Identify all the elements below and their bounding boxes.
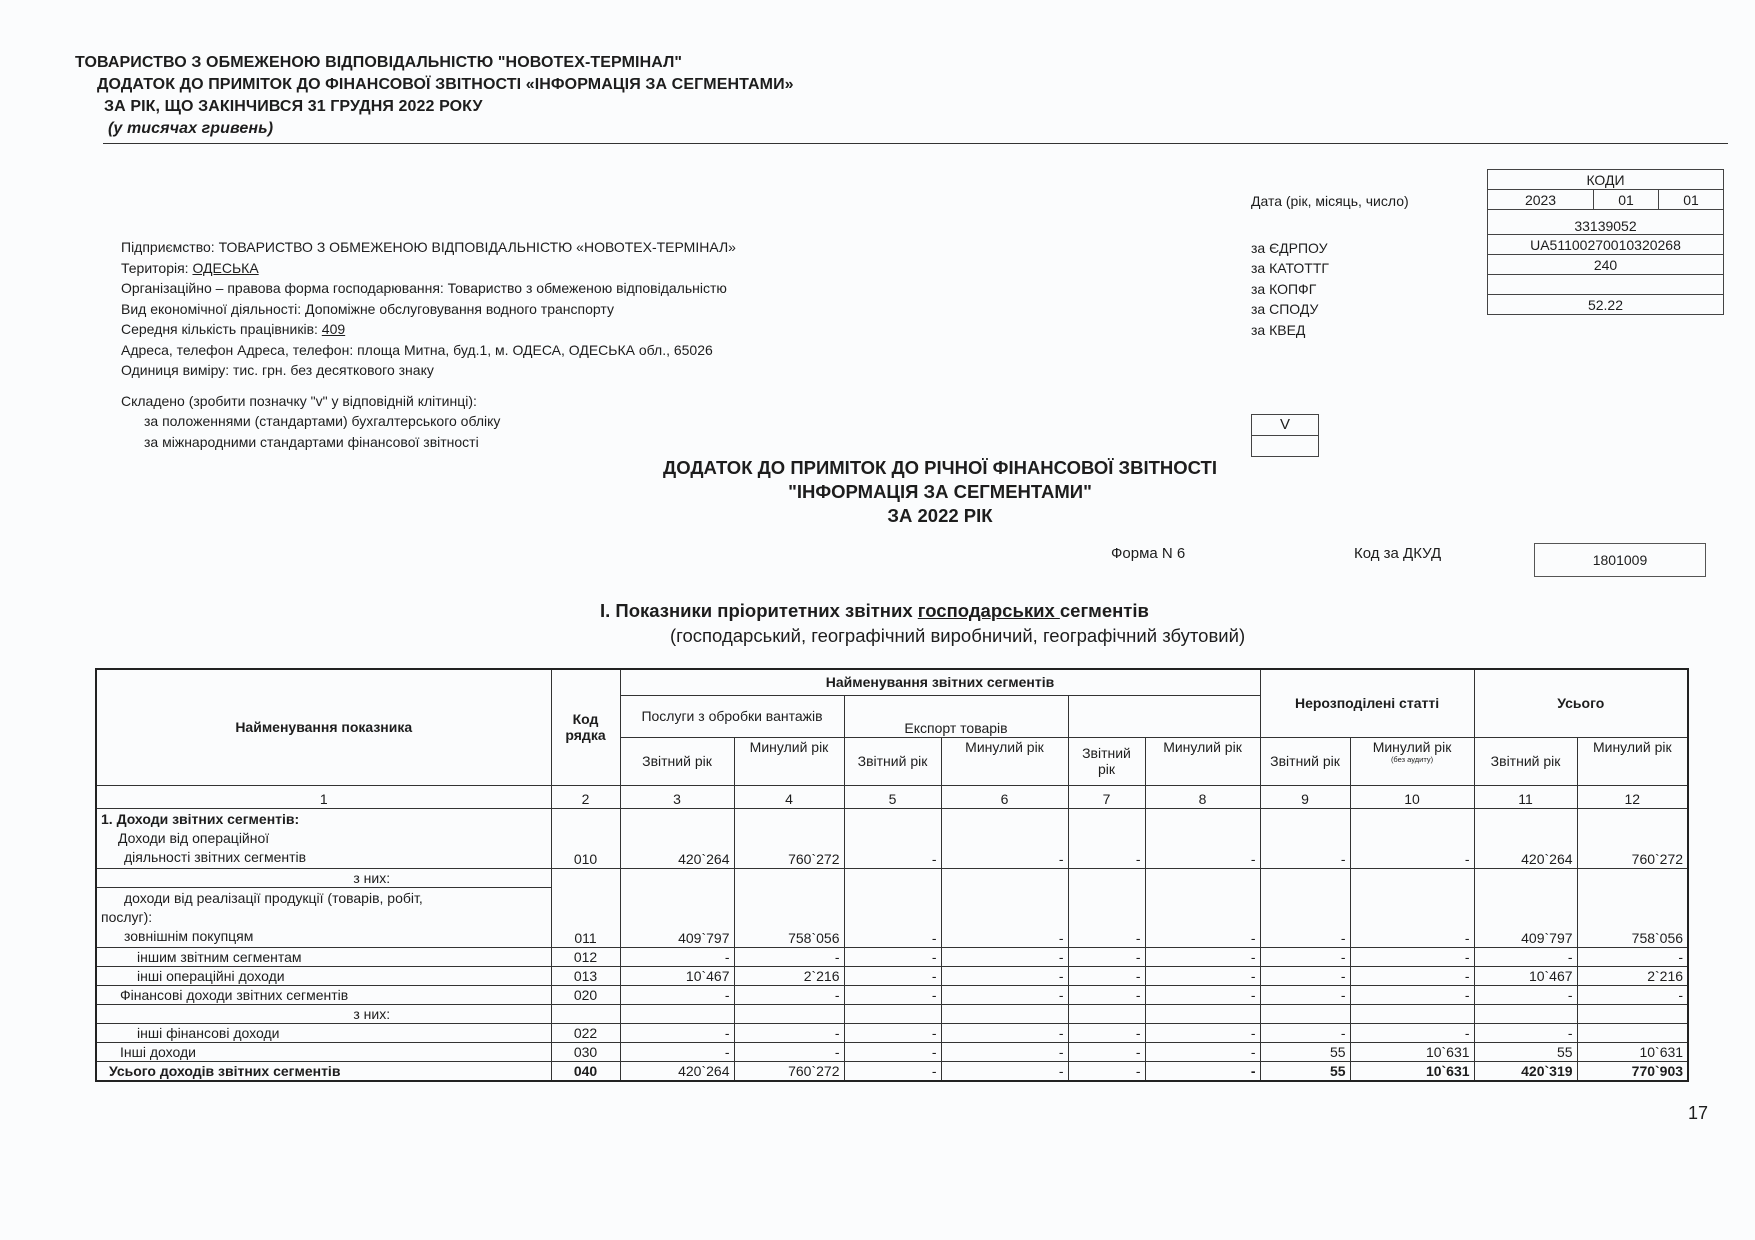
row-label-op-line2: діяльності звітних сегментів bbox=[124, 848, 307, 865]
company-heading: ТОВАРИСТВО З ОБМЕЖЕНОЮ ВІДПОВІДАЛЬНІСТЮ "НОВОТЕХ-ТЕРМІНАЛ" bbox=[75, 54, 683, 71]
cell-value: 758`056 bbox=[734, 868, 844, 947]
date-year: 2023 bbox=[1488, 190, 1594, 210]
cell-value: - bbox=[1474, 947, 1577, 966]
empty-cell bbox=[1145, 1004, 1260, 1023]
cell-value: 10`631 bbox=[1350, 1042, 1474, 1061]
cell-value: 760`272 bbox=[1577, 808, 1688, 868]
cell-value: - bbox=[1350, 868, 1474, 947]
row-code: 022 bbox=[551, 1023, 620, 1042]
main-title-line2: "ІНФОРМАЦІЯ ЗА СЕГМЕНТАМИ" bbox=[788, 481, 1092, 502]
header-previous-year-noaudit bbox=[1350, 737, 1474, 785]
cell-value: - bbox=[1350, 966, 1474, 985]
cell-value: 420`264 bbox=[1474, 808, 1577, 868]
appendix-heading: ДОДАТОК ДО ПРИМІТОК ДО ФІНАНСОВОЇ ЗВІТНОСТІ «ІНФОРМАЦІЯ ЗА СЕГМЕНТАМИ» bbox=[97, 76, 794, 93]
cell-value: 10`467 bbox=[620, 966, 734, 985]
cell-value: - bbox=[1068, 985, 1145, 1004]
spodu-code bbox=[1488, 275, 1724, 295]
row-label-of-them: з них: bbox=[96, 868, 551, 887]
column-number: 2 bbox=[551, 785, 620, 808]
katottg-code: UA51100270010320268 bbox=[1488, 235, 1724, 255]
cell-value: - bbox=[1260, 868, 1350, 947]
cell-value: - bbox=[941, 947, 1068, 966]
row-label-op-line1: Доходи від операційної bbox=[118, 829, 270, 846]
main-title-line1: ДОДАТОК ДО ПРИМІТОК ДО РІЧНОЇ ФІНАНСОВОЇ ЗВІТНОСТІ bbox=[663, 457, 1217, 478]
table-row-020 bbox=[96, 985, 1688, 1004]
cell-value: - bbox=[1068, 966, 1145, 985]
enterprise-info bbox=[121, 237, 736, 452]
kved-code: 52.22 bbox=[1488, 295, 1724, 315]
date-month: 01 bbox=[1594, 190, 1659, 210]
row-code: 040 bbox=[551, 1061, 620, 1081]
dkud-label: Код за ДКУД bbox=[1354, 545, 1442, 562]
enterprise-label: Підприємство: bbox=[121, 239, 215, 255]
cell-value: - bbox=[844, 1042, 941, 1061]
header-reporting-year: Звітний рік bbox=[1474, 737, 1577, 785]
cell-value: 10`631 bbox=[1577, 1042, 1688, 1061]
cell-value: - bbox=[941, 985, 1068, 1004]
employees-line bbox=[121, 319, 736, 340]
header-total: Усього bbox=[1474, 669, 1688, 737]
row-code: 012 bbox=[551, 947, 620, 966]
cell-value: - bbox=[1577, 947, 1688, 966]
cell-value: 420`319 bbox=[1474, 1061, 1577, 1081]
header-code: Код рядка bbox=[551, 669, 620, 785]
cell-value: - bbox=[1068, 1061, 1145, 1081]
cell-value: 409`797 bbox=[1474, 868, 1577, 947]
row-code: 010 bbox=[551, 808, 620, 868]
section-subtitle: (господарський, географічний виробничий, географічний збутовий) bbox=[670, 625, 1246, 646]
cell-value: - bbox=[941, 1061, 1068, 1081]
column-number: 3 bbox=[620, 785, 734, 808]
column-number: 11 bbox=[1474, 785, 1577, 808]
header-previous-year: Минулий рік bbox=[734, 737, 844, 785]
table-row-013 bbox=[96, 966, 1688, 985]
cell-value: - bbox=[734, 1023, 844, 1042]
table-row-030 bbox=[96, 1042, 1688, 1061]
cell-value: - bbox=[844, 985, 941, 1004]
katottg-label: за КАТОТТГ bbox=[1251, 260, 1329, 276]
column-numbers-row bbox=[96, 785, 1688, 808]
codes-title: КОДИ bbox=[1488, 170, 1724, 190]
table-row-040-total bbox=[96, 1061, 1688, 1081]
header-segment-other bbox=[1068, 695, 1260, 737]
edrpou-code: 33139052 bbox=[1488, 210, 1724, 235]
territory-line bbox=[121, 258, 736, 279]
row-label: іншим звітним сегментам bbox=[96, 947, 551, 966]
empty-cell bbox=[734, 1004, 844, 1023]
territory-label: Територія: bbox=[121, 259, 189, 276]
empty-cell bbox=[1350, 1004, 1474, 1023]
table-row-022 bbox=[96, 1023, 1688, 1042]
cell-value: 55 bbox=[1474, 1042, 1577, 1061]
cell-value: - bbox=[620, 1042, 734, 1061]
row-label-total: Усього доходів звітних сегментів bbox=[96, 1061, 551, 1081]
row-code: 013 bbox=[551, 966, 620, 985]
cell-value: - bbox=[844, 1023, 941, 1042]
column-number: 10 bbox=[1350, 785, 1474, 808]
segments-table bbox=[95, 668, 1689, 1082]
row-label-sales bbox=[96, 887, 551, 947]
cell-value: - bbox=[1474, 985, 1577, 1004]
cell-value: - bbox=[1260, 808, 1350, 868]
compiled-ifrs: за міжнародними стандартами фінансової звітності bbox=[144, 433, 479, 450]
column-number: 5 bbox=[844, 785, 941, 808]
territory-value: ОДЕСЬКА bbox=[192, 259, 259, 276]
main-title-line3: ЗА 2022 РІК bbox=[887, 505, 993, 526]
units-heading: (у тисячах гривень) bbox=[108, 120, 274, 137]
activity-line: Вид економічної діяльності: Допоміжне обслуговування водного транспорту bbox=[121, 300, 614, 317]
enterprise-value: ТОВАРИСТВО З ОБМЕЖЕНОЮ ВІДПОВІДАЛЬНІСТЮ «НОВОТЕХ-ТЕРМІНАЛ» bbox=[218, 239, 736, 255]
cell-value: - bbox=[1260, 966, 1350, 985]
compiled-national: за положеннями (стандартами) бухгалтерського обліку bbox=[144, 413, 501, 429]
cell-value: 55 bbox=[1260, 1061, 1350, 1081]
cell-value: - bbox=[620, 985, 734, 1004]
header-segments: Найменування звітних сегментів bbox=[620, 669, 1260, 695]
header-reporting-year: Звітний рік bbox=[620, 737, 734, 785]
column-number: 7 bbox=[1068, 785, 1145, 808]
cell-value: - bbox=[1068, 1042, 1145, 1061]
table-row-010 bbox=[96, 808, 1688, 868]
header-unallocated: Нерозподілені статті bbox=[1260, 669, 1474, 737]
cell-value: 2`216 bbox=[734, 966, 844, 985]
row-label-sales-line1: доходи від реалізації продукції (товарів, робіт, bbox=[124, 889, 423, 906]
column-number: 8 bbox=[1145, 785, 1260, 808]
dkud-code: 1801009 bbox=[1534, 543, 1706, 577]
legal-form-line: Організаційно – правова форма господарювання: Товариство з обмеженою відповідальністю bbox=[121, 280, 727, 296]
cell-value: 758`056 bbox=[1577, 868, 1688, 947]
cell-value: - bbox=[844, 947, 941, 966]
row-label: інші операційні доходи bbox=[96, 966, 551, 985]
empty-cell bbox=[844, 1004, 941, 1023]
edrpou-label: за ЄДРПОУ bbox=[1251, 239, 1328, 256]
cell-value: - bbox=[941, 808, 1068, 868]
page-number: 17 bbox=[1687, 1103, 1708, 1123]
cell-value: 760`272 bbox=[734, 808, 844, 868]
header-reporting-year: Звітний рік bbox=[1068, 737, 1145, 785]
employees-value: 409 bbox=[321, 321, 346, 337]
cell-value: - bbox=[1068, 808, 1145, 868]
empty-cell bbox=[941, 1004, 1068, 1023]
cell-value: - bbox=[734, 985, 844, 1004]
cell-value bbox=[1577, 1023, 1688, 1042]
kopfg-code: 240 bbox=[1488, 255, 1724, 275]
codes-table bbox=[1487, 169, 1724, 315]
section-title-underlined: господарських bbox=[917, 600, 1060, 621]
header-previous-year: Минулий рік bbox=[1145, 737, 1260, 785]
cell-value: - bbox=[734, 1042, 844, 1061]
row-code: 020 bbox=[551, 985, 620, 1004]
row-label: Інші доходи bbox=[96, 1042, 551, 1061]
compiled-line: Складено (зробити позначку "v" у відповідній клітинці): bbox=[121, 392, 477, 409]
cell-value: - bbox=[1145, 947, 1260, 966]
empty-cell bbox=[1577, 1004, 1688, 1023]
table-row-of-them bbox=[96, 868, 1688, 887]
cell-value: 409`797 bbox=[620, 868, 734, 947]
cell-value: - bbox=[1577, 985, 1688, 1004]
column-number: 12 bbox=[1577, 785, 1688, 808]
table-row-of-them-2 bbox=[96, 1004, 1688, 1023]
row-label-of-them: з них: bbox=[96, 1004, 551, 1023]
column-number: 6 bbox=[941, 785, 1068, 808]
form-number: Форма N 6 bbox=[1111, 545, 1186, 562]
compiled-mark-box bbox=[1251, 414, 1319, 457]
cell-value: - bbox=[1260, 947, 1350, 966]
cell-value: - bbox=[844, 1061, 941, 1081]
cell-value: 10`631 bbox=[1350, 1061, 1474, 1081]
row-label: інші фінансові доходи bbox=[96, 1023, 551, 1042]
cell-value: - bbox=[844, 808, 941, 868]
enterprise-line bbox=[121, 237, 736, 258]
cell-value: 10`467 bbox=[1474, 966, 1577, 985]
header-previous-year-label: Минулий рік bbox=[1372, 738, 1452, 755]
no-audit-note: (без аудиту) bbox=[1390, 754, 1434, 764]
column-number: 1 bbox=[96, 785, 551, 808]
main-title bbox=[520, 456, 1360, 528]
date-day: 01 bbox=[1659, 190, 1724, 210]
kved-label: за КВЕД bbox=[1251, 321, 1306, 338]
cell-value: - bbox=[1260, 985, 1350, 1004]
cell-value: - bbox=[844, 868, 941, 947]
cell-value: - bbox=[1145, 868, 1260, 947]
address-line: Адреса, телефон Адреса, телефон: площа Митна, буд.1, м. ОДЕСА, ОДЕСЬКА обл., 65026 bbox=[121, 341, 713, 358]
mark-ifrs bbox=[1252, 436, 1318, 456]
cell-value: - bbox=[941, 868, 1068, 947]
row-code: 030 bbox=[551, 1042, 620, 1061]
cell-value: 420`264 bbox=[620, 808, 734, 868]
cell-value: - bbox=[1350, 947, 1474, 966]
cell-value: 55 bbox=[1260, 1042, 1350, 1061]
cell-value: - bbox=[1145, 1042, 1260, 1061]
cell-value: 760`272 bbox=[734, 1061, 844, 1081]
cell-value: - bbox=[1145, 1023, 1260, 1042]
empty-cell bbox=[1474, 1004, 1577, 1023]
cell-value: 420`264 bbox=[620, 1061, 734, 1081]
codes-labels bbox=[1251, 191, 1409, 340]
cell-value: 770`903 bbox=[1577, 1061, 1688, 1081]
header-segment-cargo: Послуги з обробки вантажів bbox=[620, 695, 844, 737]
cell-value: - bbox=[1260, 1023, 1350, 1042]
column-number: 4 bbox=[734, 785, 844, 808]
empty-cell bbox=[1260, 1004, 1350, 1023]
header-reporting-year: Звітний рік bbox=[844, 737, 941, 785]
cell-value: - bbox=[941, 1042, 1068, 1061]
cell-value: - bbox=[1350, 808, 1474, 868]
cell-value: - bbox=[1068, 868, 1145, 947]
row-label-operating bbox=[96, 808, 551, 868]
cell-value: - bbox=[1350, 1023, 1474, 1042]
row-label-sales-line2: послуг): bbox=[101, 908, 153, 925]
empty-cell bbox=[551, 1004, 620, 1023]
header-reporting-year: Звітний рік bbox=[1260, 737, 1350, 785]
section-title-pre: I. Показники пріоритетних звітних bbox=[600, 600, 918, 621]
header-indicator: Найменування показника bbox=[96, 669, 551, 785]
row-label: Фінансові доходи звітних сегментів bbox=[96, 985, 551, 1004]
row-code: 011 bbox=[551, 868, 620, 947]
cell-value: - bbox=[1145, 985, 1260, 1004]
cell-value: - bbox=[844, 966, 941, 985]
cell-value: - bbox=[620, 1023, 734, 1042]
unit-line: Одиниця виміру: тис. грн. без десяткового знаку bbox=[121, 362, 434, 378]
section-title bbox=[600, 600, 1149, 622]
header-previous-year: Минулий рік bbox=[1577, 737, 1688, 785]
cell-value: - bbox=[1145, 808, 1260, 868]
cell-value: - bbox=[1068, 1023, 1145, 1042]
cell-value: 2`216 bbox=[1577, 966, 1688, 985]
spodu-label: за СПОДУ bbox=[1251, 301, 1319, 317]
header-rule bbox=[103, 143, 1728, 144]
column-number: 9 bbox=[1260, 785, 1350, 808]
cell-value: - bbox=[734, 947, 844, 966]
cell-value: - bbox=[1145, 1061, 1260, 1081]
employees-label: Середня кількість працівників: bbox=[121, 321, 318, 337]
cell-value: - bbox=[1474, 1023, 1577, 1042]
period-heading: ЗА РІК, ЩО ЗАКІНЧИВСЯ 31 ГРУДНЯ 2022 РОКУ bbox=[104, 98, 483, 115]
cell-value: - bbox=[1350, 985, 1474, 1004]
cell-value: - bbox=[620, 947, 734, 966]
empty-cell bbox=[620, 1004, 734, 1023]
section-title-post: сегментів bbox=[1059, 600, 1149, 621]
kopfg-label: за КОПФГ bbox=[1251, 280, 1317, 297]
cell-value: - bbox=[1145, 966, 1260, 985]
mark-national: V bbox=[1252, 415, 1318, 436]
date-label: Дата (рік, місяць, число) bbox=[1251, 193, 1409, 209]
empty-cell bbox=[1068, 1004, 1145, 1023]
header-previous-year: Минулий рік bbox=[941, 737, 1068, 785]
header-segment-export: Експорт товарів bbox=[844, 695, 1068, 737]
cell-value: - bbox=[941, 966, 1068, 985]
cell-value: - bbox=[1068, 947, 1145, 966]
cell-value: - bbox=[941, 1023, 1068, 1042]
section-heading-revenues: 1. Доходи звітних сегментів: bbox=[101, 810, 300, 827]
row-label-external: зовнішнім покупцям bbox=[124, 927, 254, 944]
table-row-012 bbox=[96, 947, 1688, 966]
